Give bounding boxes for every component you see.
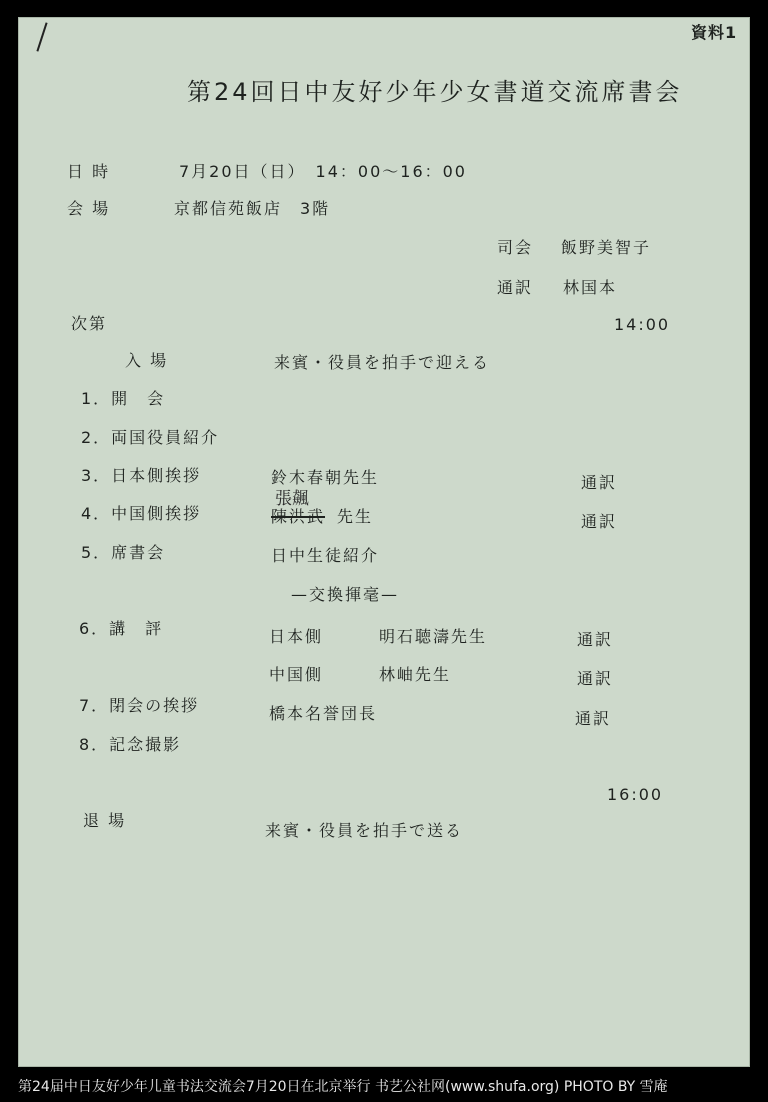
mc-name: 飯野美智子	[561, 238, 652, 257]
doc-tag: 資料1	[691, 23, 738, 42]
item-6-jp-note: 通訳	[577, 630, 614, 649]
end-time: 16:00	[607, 785, 664, 804]
watermark-seal	[646, 1068, 764, 1098]
document-title: 第24回日中友好少年少女書道交流席書会	[187, 78, 683, 106]
interpreter-name: 林国本	[563, 278, 618, 297]
item-6-jp-name: 明石聴濤先生	[379, 627, 488, 646]
item-4: 4．中国側挨拶	[81, 504, 202, 523]
item-4-note: 通訳	[581, 512, 618, 531]
item-6-cn-side: 中国側	[269, 665, 324, 684]
item-6: 6．講 評	[79, 619, 164, 638]
item-8: 8．記念撮影	[79, 735, 182, 754]
program-sheet	[18, 17, 750, 1067]
entrance-label: 入 場	[125, 351, 169, 370]
item-7-speaker: 橋本名誉団長	[269, 704, 378, 723]
mc-label: 司会	[497, 238, 534, 257]
entrance-text: 来賓・役員を拍手で迎える	[274, 353, 491, 372]
item-6-jp-side: 日本側	[269, 627, 324, 646]
venue-label: 会 場	[67, 199, 111, 218]
item-5: 5．席書会	[81, 543, 166, 562]
exchange-text: —交換揮毫—	[291, 585, 400, 604]
item-6-cn-name: 林岫先生	[379, 665, 452, 684]
item-6-cn-note: 通訳	[577, 669, 614, 688]
interpreter-label: 通訳	[497, 278, 534, 297]
photo-caption: 第24届中日友好少年儿童书法交流会7月20日在北京举行 书艺公社网(www.shufa.org) PHOTO BY 雪庵	[18, 1079, 668, 1095]
item-3: 3．日本側挨拶	[81, 466, 202, 485]
item-4-suffix: 先生	[337, 507, 374, 526]
date-value: 7月20日（日） 14：00〜16：00	[179, 162, 467, 181]
item-7: 7．閉会の挨拶	[79, 696, 200, 715]
item-2: 2．両国役員紹介	[81, 428, 220, 447]
date-label: 日 時	[67, 162, 111, 181]
item-5-detail: 日中生徒紹介	[271, 546, 380, 565]
exit-label: 退 場	[83, 811, 127, 830]
start-time: 14:00	[614, 315, 671, 334]
item-3-note: 通訳	[581, 473, 618, 492]
item-4-struck-name: 陳洪武	[271, 507, 326, 526]
exit-text: 来賓・役員を拍手で送る	[265, 821, 464, 840]
pen-mark	[36, 22, 47, 51]
item-1: 1．開 会	[81, 389, 166, 408]
item-7-note: 通訳	[575, 709, 612, 728]
item-3-speaker: 鈴木春朝先生	[271, 468, 380, 487]
handwritten-correction: 張飆	[275, 489, 309, 509]
venue-value: 京都信苑飯店 3階	[174, 199, 331, 218]
program-label: 次第	[71, 314, 108, 333]
